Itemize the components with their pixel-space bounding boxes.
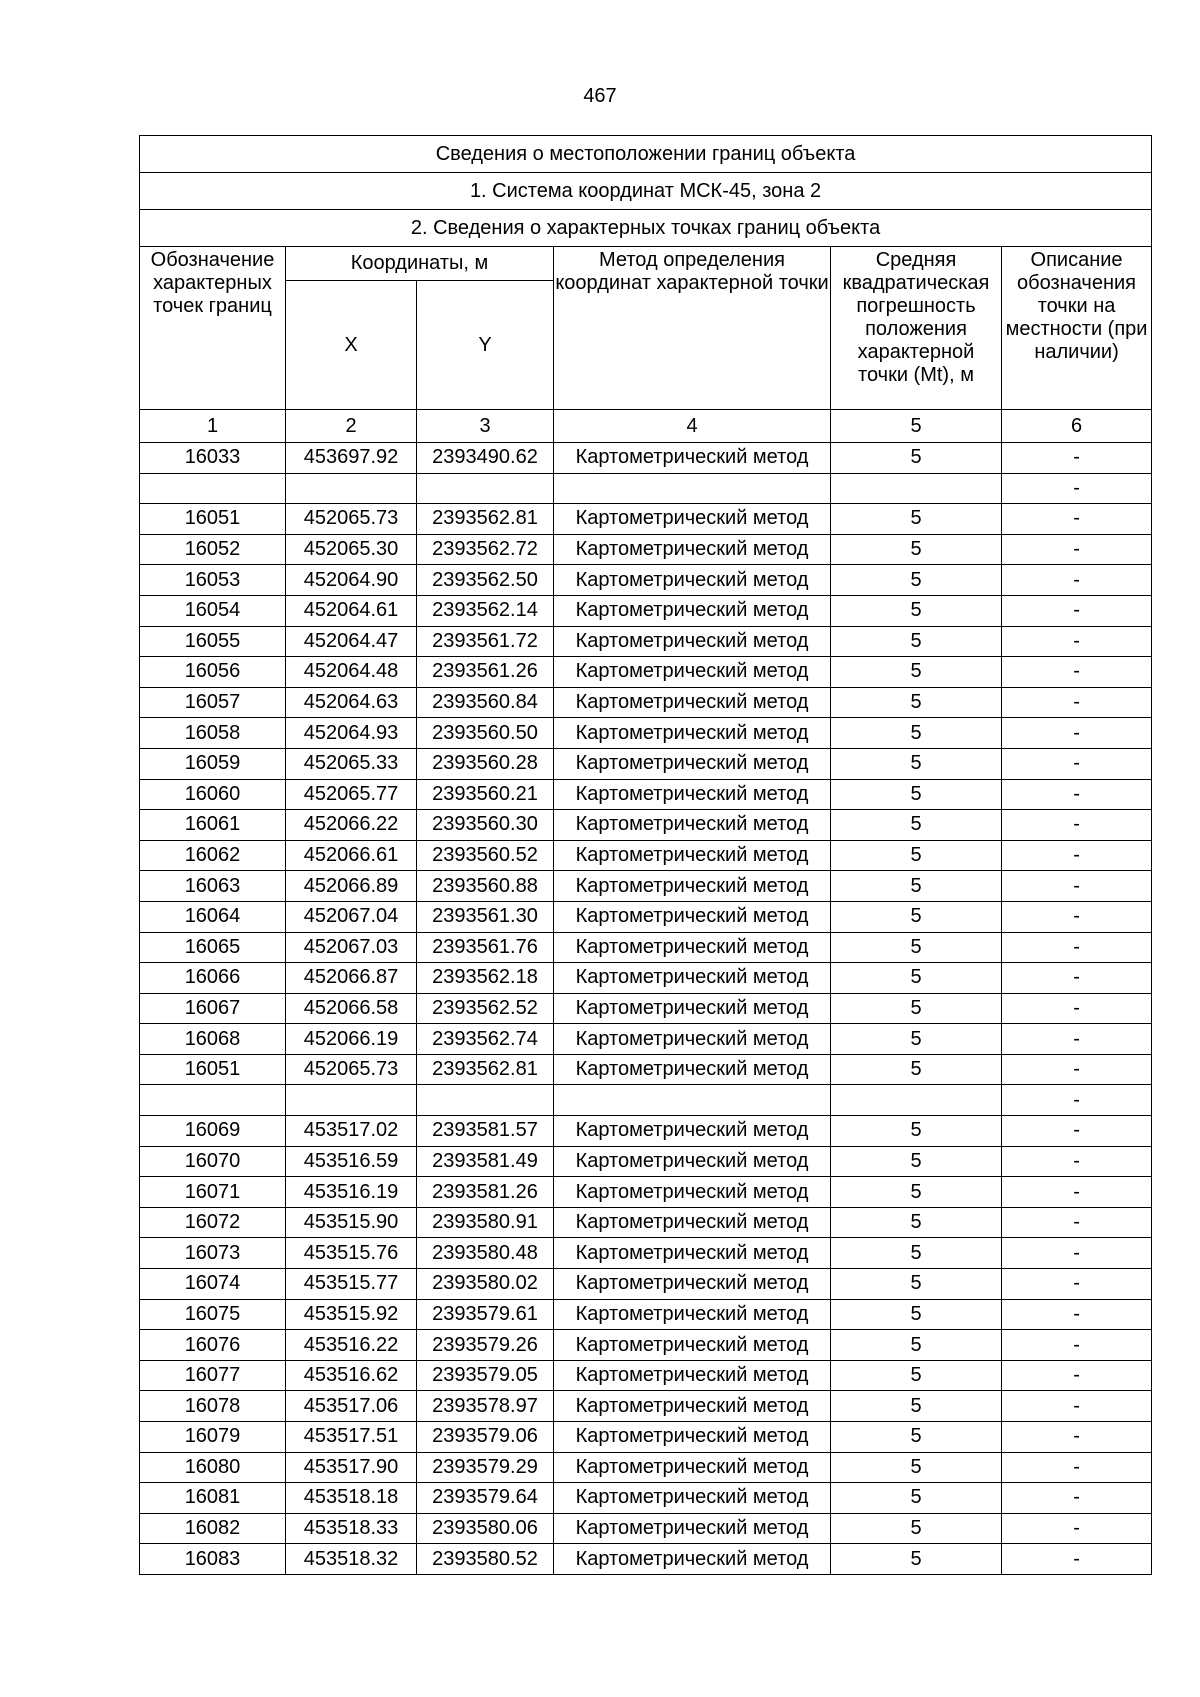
x-coordinate: 452066.87	[286, 963, 417, 994]
table-row	[140, 810, 1152, 841]
error-value: 5	[831, 1299, 1002, 1330]
method: Картометрический метод	[554, 993, 831, 1024]
error-value: 5	[831, 1360, 1002, 1391]
table-row	[140, 901, 1152, 932]
y-coordinate: 2393579.64	[417, 1483, 554, 1514]
table-row	[140, 1054, 1152, 1085]
error-value: 5	[831, 963, 1002, 994]
error-value: 5	[831, 1054, 1002, 1085]
header-description: Описание обозначения точки на местности (при наличии)	[1002, 247, 1152, 410]
description: -	[1002, 1299, 1152, 1330]
table-title: Сведения о местоположении границ объекта	[140, 136, 1152, 173]
point-number: 16070	[140, 1146, 286, 1177]
x-coordinate: 453697.92	[286, 443, 417, 474]
y-coordinate: 2393578.97	[417, 1391, 554, 1422]
method: Картометрический метод	[554, 963, 831, 994]
description: -	[1002, 1085, 1152, 1116]
x-coordinate: 452065.77	[286, 779, 417, 810]
table-row	[140, 1207, 1152, 1238]
x-coordinate: 452064.48	[286, 657, 417, 688]
point-number: 16065	[140, 932, 286, 963]
description: -	[1002, 1544, 1152, 1575]
description: -	[1002, 1483, 1152, 1514]
point-number: 16066	[140, 963, 286, 994]
y-coordinate: 2393580.06	[417, 1513, 554, 1544]
x-coordinate: 453515.92	[286, 1299, 417, 1330]
description: -	[1002, 901, 1152, 932]
point-number: 16061	[140, 810, 286, 841]
point-number: 16058	[140, 718, 286, 749]
method: Картометрический метод	[554, 1513, 831, 1544]
point-number: 16064	[140, 901, 286, 932]
error-value	[831, 1085, 1002, 1116]
method: Картометрический метод	[554, 687, 831, 718]
y-coordinate: 2393561.26	[417, 657, 554, 688]
description: -	[1002, 626, 1152, 657]
y-coordinate: 2393561.72	[417, 626, 554, 657]
method: Картометрический метод	[554, 1269, 831, 1300]
x-coordinate: 453518.32	[286, 1544, 417, 1575]
page-number: 467	[583, 85, 617, 107]
error-value: 5	[831, 1422, 1002, 1453]
y-coordinate: 2393581.49	[417, 1146, 554, 1177]
x-coordinate: 452067.03	[286, 932, 417, 963]
point-number: 16071	[140, 1177, 286, 1208]
method: Картометрический метод	[554, 1146, 831, 1177]
x-coordinate	[286, 473, 417, 504]
description: -	[1002, 1116, 1152, 1147]
point-number: 16083	[140, 1544, 286, 1575]
point-number: 16062	[140, 840, 286, 871]
error-value: 5	[831, 1177, 1002, 1208]
description: -	[1002, 1513, 1152, 1544]
column-number: 2	[286, 410, 417, 443]
y-coordinate: 2393562.81	[417, 504, 554, 535]
table-row	[140, 1360, 1152, 1391]
boundary-points-table	[139, 135, 1152, 1575]
error-value: 5	[831, 871, 1002, 902]
point-number: 16080	[140, 1452, 286, 1483]
table-row	[140, 1116, 1152, 1147]
description: -	[1002, 595, 1152, 626]
description: -	[1002, 1269, 1152, 1300]
x-coordinate: 453515.90	[286, 1207, 417, 1238]
description: -	[1002, 779, 1152, 810]
error-value: 5	[831, 657, 1002, 688]
method: Картометрический метод	[554, 1024, 831, 1055]
description: -	[1002, 657, 1152, 688]
y-coordinate	[417, 473, 554, 504]
table-row	[140, 687, 1152, 718]
y-coordinate: 2393562.52	[417, 993, 554, 1024]
description: -	[1002, 473, 1152, 504]
y-coordinate: 2393561.76	[417, 932, 554, 963]
description: -	[1002, 840, 1152, 871]
method: Картометрический метод	[554, 1452, 831, 1483]
error-value: 5	[831, 1238, 1002, 1269]
point-number	[140, 473, 286, 504]
error-value: 5	[831, 810, 1002, 841]
point-number: 16073	[140, 1238, 286, 1269]
point-number: 16076	[140, 1330, 286, 1361]
table-row	[140, 1513, 1152, 1544]
method: Картометрический метод	[554, 565, 831, 596]
error-value: 5	[831, 1207, 1002, 1238]
table-row	[140, 1238, 1152, 1269]
y-coordinate: 2393579.26	[417, 1330, 554, 1361]
table-row	[140, 443, 1152, 474]
section-title: 2. Сведения о характерных точках границ объекта	[140, 210, 1152, 247]
y-coordinate: 2393580.02	[417, 1269, 554, 1300]
point-number: 16067	[140, 993, 286, 1024]
table-row	[140, 1544, 1152, 1575]
x-coordinate: 452064.90	[286, 565, 417, 596]
description: -	[1002, 1054, 1152, 1085]
description: -	[1002, 1330, 1152, 1361]
table-row	[140, 1024, 1152, 1055]
table-row	[140, 748, 1152, 779]
table-row	[140, 1483, 1152, 1514]
y-coordinate: 2393562.72	[417, 534, 554, 565]
description: -	[1002, 932, 1152, 963]
coordinate-system: 1. Система координат МСК-45, зона 2	[140, 173, 1152, 210]
table-row	[140, 1177, 1152, 1208]
point-number: 16053	[140, 565, 286, 596]
table-row	[140, 504, 1152, 535]
error-value: 5	[831, 1330, 1002, 1361]
y-coordinate: 2393580.52	[417, 1544, 554, 1575]
y-coordinate: 2393560.30	[417, 810, 554, 841]
y-coordinate: 2393580.48	[417, 1238, 554, 1269]
method: Картометрический метод	[554, 1054, 831, 1085]
description: -	[1002, 1207, 1152, 1238]
x-coordinate: 452065.33	[286, 748, 417, 779]
description: -	[1002, 443, 1152, 474]
header-coordinates: Координаты, м	[286, 247, 554, 281]
description: -	[1002, 871, 1152, 902]
column-number: 6	[1002, 410, 1152, 443]
point-number: 16079	[140, 1422, 286, 1453]
table-row	[140, 1146, 1152, 1177]
x-coordinate: 453516.59	[286, 1146, 417, 1177]
column-number-row	[140, 410, 1152, 443]
method: Картометрический метод	[554, 1391, 831, 1422]
y-coordinate: 2393579.29	[417, 1452, 554, 1483]
point-number: 16033	[140, 443, 286, 474]
description: -	[1002, 1391, 1152, 1422]
description: -	[1002, 1422, 1152, 1453]
point-number: 16057	[140, 687, 286, 718]
error-value: 5	[831, 687, 1002, 718]
header-y: Y	[417, 281, 554, 410]
description: -	[1002, 565, 1152, 596]
table-row	[140, 1422, 1152, 1453]
x-coordinate: 452067.04	[286, 901, 417, 932]
table-row	[140, 840, 1152, 871]
table-row	[140, 626, 1152, 657]
description: -	[1002, 963, 1152, 994]
description: -	[1002, 810, 1152, 841]
method	[554, 1085, 831, 1116]
header-x: X	[286, 281, 417, 410]
table-row	[140, 718, 1152, 749]
method: Картометрический метод	[554, 504, 831, 535]
table-row	[140, 871, 1152, 902]
header-error: Средняя квадратическая погрешность положения характерной точки (Mt), м	[831, 247, 1002, 410]
description: -	[1002, 748, 1152, 779]
method: Картометрический метод	[554, 1483, 831, 1514]
method: Картометрический метод	[554, 1238, 831, 1269]
error-value: 5	[831, 1452, 1002, 1483]
error-value: 5	[831, 595, 1002, 626]
error-value	[831, 473, 1002, 504]
table-row	[140, 473, 1152, 504]
y-coordinate	[417, 1085, 554, 1116]
x-coordinate: 452066.22	[286, 810, 417, 841]
y-coordinate: 2393560.84	[417, 687, 554, 718]
column-number: 3	[417, 410, 554, 443]
table-row	[140, 1330, 1152, 1361]
x-coordinate: 452066.19	[286, 1024, 417, 1055]
x-coordinate: 452064.61	[286, 595, 417, 626]
x-coordinate: 452064.47	[286, 626, 417, 657]
method: Картометрический метод	[554, 932, 831, 963]
error-value: 5	[831, 993, 1002, 1024]
point-number: 16082	[140, 1513, 286, 1544]
error-value: 5	[831, 1483, 1002, 1514]
method: Картометрический метод	[554, 1116, 831, 1147]
y-coordinate: 2393560.50	[417, 718, 554, 749]
y-coordinate: 2393580.91	[417, 1207, 554, 1238]
error-value: 5	[831, 1116, 1002, 1147]
method: Картометрический метод	[554, 1330, 831, 1361]
x-coordinate: 453516.19	[286, 1177, 417, 1208]
x-coordinate: 453518.18	[286, 1483, 417, 1514]
point-number: 16051	[140, 1054, 286, 1085]
description: -	[1002, 718, 1152, 749]
method	[554, 473, 831, 504]
method: Картометрический метод	[554, 443, 831, 474]
table-row	[140, 993, 1152, 1024]
error-value: 5	[831, 443, 1002, 474]
y-coordinate: 2393560.52	[417, 840, 554, 871]
point-number: 16069	[140, 1116, 286, 1147]
y-coordinate: 2393562.74	[417, 1024, 554, 1055]
x-coordinate: 452065.30	[286, 534, 417, 565]
error-value: 5	[831, 1146, 1002, 1177]
y-coordinate: 2393562.81	[417, 1054, 554, 1085]
method: Картометрический метод	[554, 779, 831, 810]
error-value: 5	[831, 932, 1002, 963]
method: Картометрический метод	[554, 1422, 831, 1453]
description: -	[1002, 534, 1152, 565]
point-number: 16075	[140, 1299, 286, 1330]
description: -	[1002, 1177, 1152, 1208]
error-value: 5	[831, 504, 1002, 535]
description: -	[1002, 1146, 1152, 1177]
y-coordinate: 2393562.50	[417, 565, 554, 596]
x-coordinate: 453515.76	[286, 1238, 417, 1269]
x-coordinate: 453516.62	[286, 1360, 417, 1391]
column-number: 5	[831, 410, 1002, 443]
y-coordinate: 2393562.18	[417, 963, 554, 994]
method: Картометрический метод	[554, 534, 831, 565]
x-coordinate: 453517.02	[286, 1116, 417, 1147]
point-number: 16074	[140, 1269, 286, 1300]
point-number	[140, 1085, 286, 1116]
description: -	[1002, 1024, 1152, 1055]
method: Картометрический метод	[554, 1177, 831, 1208]
x-coordinate: 453516.22	[286, 1330, 417, 1361]
table-row	[140, 932, 1152, 963]
y-coordinate: 2393560.28	[417, 748, 554, 779]
table-row	[140, 963, 1152, 994]
description: -	[1002, 993, 1152, 1024]
y-coordinate: 2393579.06	[417, 1422, 554, 1453]
y-coordinate: 2393581.57	[417, 1116, 554, 1147]
error-value: 5	[831, 748, 1002, 779]
point-number: 16081	[140, 1483, 286, 1514]
error-value: 5	[831, 565, 1002, 596]
method: Картометрический метод	[554, 657, 831, 688]
method: Картометрический метод	[554, 595, 831, 626]
x-coordinate: 453518.33	[286, 1513, 417, 1544]
header-designation: Обозначение характерных точек границ	[140, 247, 286, 410]
error-value: 5	[831, 718, 1002, 749]
y-coordinate: 2393579.05	[417, 1360, 554, 1391]
error-value: 5	[831, 1391, 1002, 1422]
description: -	[1002, 1452, 1152, 1483]
point-number: 16072	[140, 1207, 286, 1238]
y-coordinate: 2393579.61	[417, 1299, 554, 1330]
method: Картометрический метод	[554, 901, 831, 932]
column-number: 1	[140, 410, 286, 443]
error-value: 5	[831, 1024, 1002, 1055]
point-number: 16078	[140, 1391, 286, 1422]
y-coordinate: 2393560.21	[417, 779, 554, 810]
y-coordinate: 2393490.62	[417, 443, 554, 474]
table-row	[140, 534, 1152, 565]
method: Картометрический метод	[554, 1207, 831, 1238]
point-number: 16051	[140, 504, 286, 535]
table-row	[140, 595, 1152, 626]
x-coordinate: 452065.73	[286, 504, 417, 535]
table-row	[140, 657, 1152, 688]
error-value: 5	[831, 840, 1002, 871]
x-coordinate: 453517.90	[286, 1452, 417, 1483]
x-coordinate: 453517.06	[286, 1391, 417, 1422]
method: Картометрический метод	[554, 748, 831, 779]
error-value: 5	[831, 1544, 1002, 1575]
point-number: 16052	[140, 534, 286, 565]
x-coordinate	[286, 1085, 417, 1116]
header-method: Метод определения координат характерной точки	[554, 247, 831, 410]
error-value: 5	[831, 1513, 1002, 1544]
point-number: 16060	[140, 779, 286, 810]
method: Картометрический метод	[554, 840, 831, 871]
description: -	[1002, 1360, 1152, 1391]
point-number: 16054	[140, 595, 286, 626]
error-value: 5	[831, 626, 1002, 657]
point-number: 16055	[140, 626, 286, 657]
point-number: 16059	[140, 748, 286, 779]
table-row	[140, 1299, 1152, 1330]
method: Картометрический метод	[554, 626, 831, 657]
x-coordinate: 452066.89	[286, 871, 417, 902]
method: Картометрический метод	[554, 1299, 831, 1330]
description: -	[1002, 1238, 1152, 1269]
y-coordinate: 2393581.26	[417, 1177, 554, 1208]
table-row	[140, 1452, 1152, 1483]
method: Картометрический метод	[554, 1360, 831, 1391]
method: Картометрический метод	[554, 871, 831, 902]
table-row	[140, 779, 1152, 810]
y-coordinate: 2393560.88	[417, 871, 554, 902]
error-value: 5	[831, 901, 1002, 932]
error-value: 5	[831, 534, 1002, 565]
x-coordinate: 452064.63	[286, 687, 417, 718]
description: -	[1002, 687, 1152, 718]
method: Картометрический метод	[554, 810, 831, 841]
x-coordinate: 453515.77	[286, 1269, 417, 1300]
description: -	[1002, 504, 1152, 535]
x-coordinate: 452066.61	[286, 840, 417, 871]
error-value: 5	[831, 1269, 1002, 1300]
x-coordinate: 452066.58	[286, 993, 417, 1024]
table-row	[140, 1391, 1152, 1422]
point-number: 16063	[140, 871, 286, 902]
method: Картометрический метод	[554, 1544, 831, 1575]
x-coordinate: 453517.51	[286, 1422, 417, 1453]
y-coordinate: 2393561.30	[417, 901, 554, 932]
point-number: 16077	[140, 1360, 286, 1391]
method: Картометрический метод	[554, 718, 831, 749]
y-coordinate: 2393562.14	[417, 595, 554, 626]
x-coordinate: 452064.93	[286, 718, 417, 749]
table-row	[140, 565, 1152, 596]
point-number: 16068	[140, 1024, 286, 1055]
table-row	[140, 1269, 1152, 1300]
column-number: 4	[554, 410, 831, 443]
x-coordinate: 452065.73	[286, 1054, 417, 1085]
table-row	[140, 1085, 1152, 1116]
error-value: 5	[831, 779, 1002, 810]
point-number: 16056	[140, 657, 286, 688]
